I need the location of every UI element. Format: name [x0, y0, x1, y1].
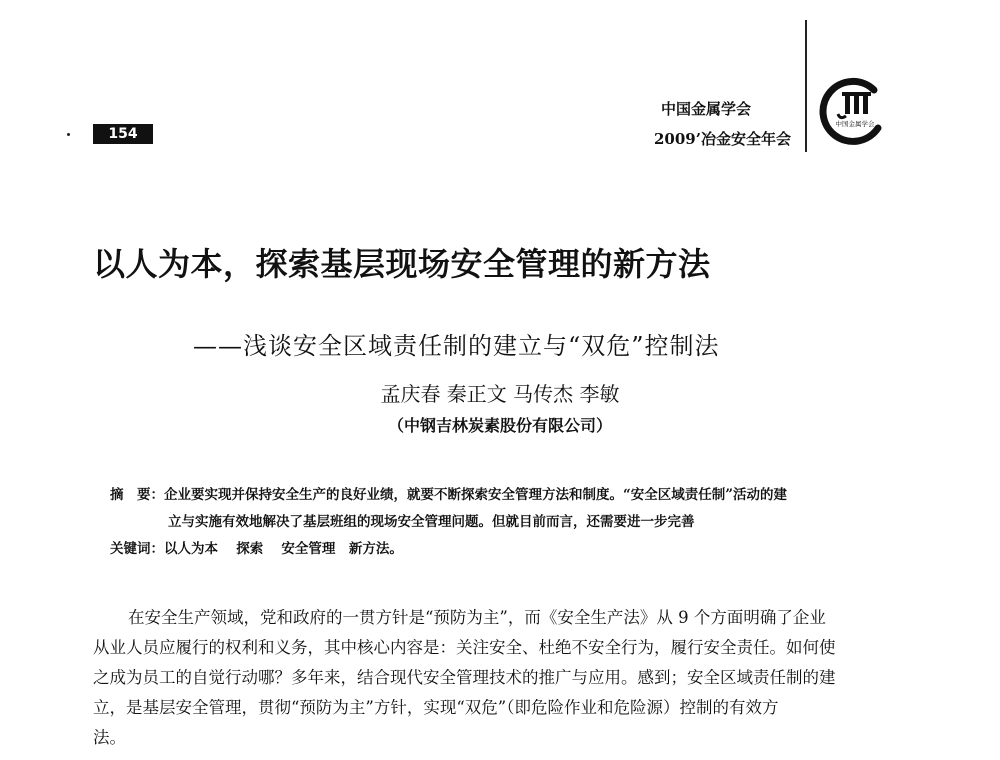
article-subtitle: ——浅谈安全区域责任制的建立与“双危”控制法 — [193, 332, 720, 360]
abstract-text-2: 立与实施有效地解决了基层班组的现场安全管理问题。但就目前而言，还需要进一步完善 — [168, 514, 695, 530]
keywords-text: 以人为本 探索 安全管理 新方法。 — [164, 541, 403, 557]
affiliation: （中钢吉林炭素股份有限公司） — [387, 416, 612, 435]
article-title: 以人为本，探索基层现场安全管理的新方法 — [93, 245, 711, 283]
body-line-5: 法。 — [93, 728, 126, 747]
author-list: 孟庆春 秦正文 马传杰 李敏 — [380, 382, 620, 406]
body-line-4: 立，是基层安全管理，贯彻“预防为主”方针，实现“双危”（即危险作业和危险源）控制的有效方 — [93, 698, 779, 717]
society-logo-icon — [818, 76, 890, 148]
page-number: 154 — [93, 124, 153, 144]
header-divider — [805, 20, 807, 152]
abstract-line-1 — [110, 482, 910, 509]
abstract-label: 摘 要： — [110, 487, 164, 503]
conference-name: 2009’冶金安全年会 — [654, 130, 791, 148]
keywords-line — [110, 536, 910, 563]
organization-name: 中国金属学会 — [661, 100, 752, 118]
keywords-label: 关键词： — [110, 541, 164, 557]
scan-dot — [67, 133, 70, 136]
body-paragraph — [93, 603, 923, 753]
abstract-text-1: 企业要实现并保持安全生产的良好业绩，就要不断探索安全管理方法和制度。“安全区域责任制”活动的建 — [164, 487, 788, 503]
body-line-3: 之成为员工的自觉行动哪？多年来，结合现代安全管理技术的推广与应用。感到；安全区域责任制的建 — [93, 668, 836, 687]
abstract-block — [110, 482, 910, 563]
body-line-1: 在安全生产领域，党和政府的一贯方针是“预防为主”，而《安全生产法》从 9 个方面明确了企业 — [128, 608, 826, 627]
logo-text: 中国金属学会 — [835, 120, 875, 128]
body-line-2: 从业人员应履行的权利和义务，其中核心内容是：关注安全、杜绝不安全行为，履行安全责任。如何使 — [93, 638, 836, 657]
